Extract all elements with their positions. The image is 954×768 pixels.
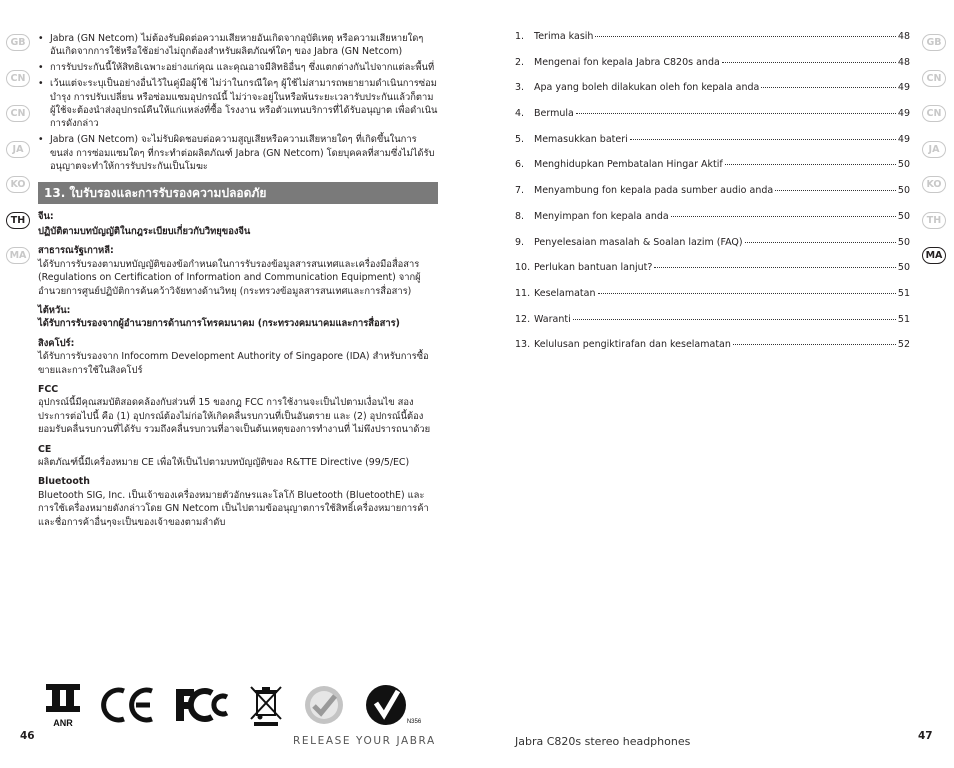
toc-title: Mengenai fon kepala Jabra C820s anda <box>534 56 720 68</box>
bluetooth-text: Bluetooth SIG, Inc. เป็นเจ้าของเครื่องหมายตัวอักษรและโลโก้ Bluetooth (BluetoothE) และ การใช้เครื่องหมายดังกล่าวโดย GN Netcom เป็นไปตามข้ออนุญาตการใช้สิทธิ์เครื่องหมายการค้าและชื่อการค้าอื่นๆจะเป็นของเจ้าของตามลำดับ <box>38 489 429 528</box>
language-tab-cn[interactable]: CN <box>6 105 30 122</box>
language-tab-ja[interactable]: JA <box>6 141 30 158</box>
toc-leader-dots <box>671 216 896 217</box>
toc-entry[interactable] <box>515 314 910 340</box>
bullet-item: • Jabra (GN Netcom) ไม่ต้องรับผิดต่อความเสียหายอันเกิดจากอุบัติเหตุ หรือความเสียหายใดๆ อันเกิดจากการใช้หรือใช้อย่างไม่ถูกต้องสำหรับผลิตภัณฑ์ใดๆ ของ Jabra (GN Netcom) <box>38 32 438 59</box>
toc-entry[interactable] <box>515 237 910 263</box>
toc-leader-dots <box>725 164 896 165</box>
china-heading: จีน: <box>38 210 54 222</box>
toc-entry[interactable] <box>515 339 910 365</box>
toc-entry[interactable] <box>515 108 910 134</box>
toc-title: Memasukkan bateri <box>534 133 628 145</box>
language-tab-ko[interactable]: KO <box>922 176 946 193</box>
toc-page: 50 <box>897 262 910 274</box>
singapore-heading: สิงคโปร์: <box>38 337 75 349</box>
language-tab-th[interactable]: TH <box>922 212 946 229</box>
bullet-item: • การรับประกันนี้ให้สิทธิเฉพาะอย่างแก่คุณ และคุณอาจมีสิทธิอื่นๆ ซึ่งแตกต่างกันไปจากแต่ละพื้นที่ <box>38 61 438 74</box>
toc-number: 1. <box>515 31 525 42</box>
footer-tagline: RELEASE YOUR JABRA <box>293 735 436 747</box>
c-tick-caption: N356 <box>406 719 422 725</box>
bullet-item: • เว้นแต่จะระบุเป็นอย่างอื่นไว้ในคู่มือผู้ใช้ ไม่ว่าในกรณีใดๆ ผู้ใช้ไม่สามารถพยายามดำเนินการซ่อมบำรุง การปรับเปลี่ยน หรือซ่อมแซมอุปกรณ์นี้ ไม่ว่าจะอยู่ในหรือพ้นระยะเวลารับประกันแล้วก็ตาม ผู้ใช้จะต้องนำส่งอุปกรณ์คืนให้แก่แหล่งที่ซื้อ โรงงาน หรือตัวแทนบริการที่ได้รับอนุญาต เพื่อดำเนินการดังกล่าว <box>38 77 438 131</box>
toc-number: 4. <box>515 108 525 120</box>
toc-page: 50 <box>897 159 910 171</box>
toc-page: 52 <box>897 339 910 351</box>
language-tab-ma[interactable]: MA <box>922 247 946 264</box>
toc-number: 10. <box>515 262 531 274</box>
toc-title: Terima kasih <box>534 31 594 42</box>
korea-heading: สาธารณรัฐเกาหลี: <box>38 245 114 257</box>
language-tab-ja[interactable]: JA <box>922 141 946 158</box>
toc-number: 2. <box>515 56 525 68</box>
toc-number: 11. <box>515 287 531 299</box>
toc-title: Bermula <box>534 108 574 120</box>
language-tab-cn[interactable]: CN <box>6 70 30 87</box>
toc-number: 5. <box>515 133 525 145</box>
toc-title: Menyambung fon kepala pada sumber audio anda <box>534 185 774 197</box>
language-tab-gb[interactable]: GB <box>6 34 30 51</box>
toc-title: Kelulusan pengiktirafan dan keselamatan <box>534 339 731 351</box>
ce-heading: CE <box>38 443 52 455</box>
ce-mark-icon <box>100 685 156 725</box>
toc-page: 50 <box>897 210 910 222</box>
fcc-logo-icon <box>174 685 230 725</box>
taiwan-text: ได้รับการรับรองจากผู้อำนวยการด้านการโทรคมนาคม (กระทรวงคมนาคมและการสื่อสาร) <box>38 318 400 330</box>
toc-entry[interactable] <box>515 82 910 108</box>
toc-leader-dots <box>654 267 896 268</box>
anr-caption: ANR <box>53 718 73 728</box>
toc-entry[interactable] <box>515 159 910 185</box>
fcc-text: อุปกรณ์นี้มีคุณสมบัติสอดคล้องกับส่วนที่ 15 ของกฎ FCC การใช้งานจะเป็นไปตามเงื่อนไข สองประการต่อไปนี้ คือ (1) อุปกรณ์ต้องไม่ก่อให้เกิดคลื่นรบกวนที่เป็นอันตราย และ (2) อุปกรณ์นี้ต้องยอมรับคลื่นรบกวนที่ได้รับ รวมถึงคลื่นรบกวนที่อาจเป็นต้นเหตุของการทำงานที่ ไม่พึงปรารถนาด้วย <box>38 397 431 436</box>
language-tab-cn[interactable]: CN <box>922 105 946 122</box>
toc-title: Waranti <box>534 313 571 325</box>
toc-leader-dots <box>722 62 896 63</box>
anr-logo-icon <box>44 682 82 728</box>
toc-leader-dots <box>761 87 896 88</box>
toc-page: 49 <box>897 108 910 120</box>
toc-title: Penyelesaian masalah & Soalan lazim (FAQ) <box>534 236 743 248</box>
toc-page: 50 <box>897 185 910 197</box>
right-page <box>477 0 954 768</box>
toc-entry[interactable] <box>515 185 910 211</box>
toc-page: 48 <box>897 56 910 68</box>
page-number-right: 47 <box>918 730 933 742</box>
toc-leader-dots <box>573 319 896 320</box>
weee-bin-icon <box>248 683 284 727</box>
language-tab-ma[interactable]: MA <box>6 247 30 264</box>
fcc-heading: FCC <box>38 384 59 396</box>
toc-leader-dots <box>775 190 896 191</box>
toc-leader-dots <box>733 344 896 345</box>
china-subheading: ปฏิบัติตามบทบัญญัติในกฎระเบียบเกี่ยวกับวิทยุของจีน <box>38 225 251 237</box>
toc-number: 3. <box>515 82 525 94</box>
toc-entry[interactable] <box>515 31 910 57</box>
language-tabs-left <box>6 34 30 283</box>
certification-logos <box>44 682 422 728</box>
taiwan-heading: ไต้หวัน: <box>38 305 71 316</box>
language-tab-ko[interactable]: KO <box>6 176 30 193</box>
toc-page: 49 <box>897 133 910 145</box>
toc-page: 51 <box>897 287 910 299</box>
language-tab-gb[interactable]: GB <box>922 34 946 51</box>
korea-text: ได้รับการรับรองตามบทบัญญัติของข้อกำหนดในการรับรองข้อมูลสารสนเทศและเครื่องมือสื่อสาร (Regulations on Certification of Information and Communication Equipment) จากผู้อำนวยการศูนย์ปฏิบัติการค้นคว้าวิจัยทางด้านวิทยุ (กระทรวงข้อมูลสารสนเทศและการสื่อสาร) <box>38 258 421 297</box>
toc-number: 13. <box>515 339 531 351</box>
page-number-left: 46 <box>20 730 35 742</box>
toc-page: 51 <box>897 313 910 325</box>
toc-title: Perlukan bantuan lanjut? <box>534 262 653 274</box>
language-tab-th[interactable]: TH <box>6 212 30 229</box>
toc-title: Menyimpan fon kepala anda <box>534 210 669 222</box>
bullet-item: • Jabra (GN Netcom) จะไม่รับผิดชอบต่อความสูญเสียหรือความเสียหายใดๆ ที่เกิดขึ้นในการขนส่ง การซ่อมแซมใดๆ ที่กระทำต่อผลิตภัณฑ์ Jabra (GN Netcom) โดยบุคคลที่สามซึ่งไม่ได้รับอนุญาตจะทำให้การรับประกันเป็นโมฆะ <box>38 133 438 173</box>
left-column <box>38 32 438 529</box>
bluetooth-heading: Bluetooth <box>38 476 90 488</box>
warranty-bullets <box>38 32 438 174</box>
language-tab-cn[interactable]: CN <box>922 70 946 87</box>
toc-leader-dots <box>595 36 895 37</box>
toc-number: 12. <box>515 313 531 325</box>
toc-number: 6. <box>515 159 525 171</box>
section-title: 13. ใบรับรองและการรับรองความปลอดภัย <box>38 182 438 204</box>
checkmark-seal-icon <box>302 683 346 727</box>
toc-title: Apa yang boleh dilakukan oleh fon kepala anda <box>534 82 760 94</box>
table-of-contents <box>515 31 910 365</box>
toc-number: 9. <box>515 236 525 248</box>
toc-page: 50 <box>897 236 910 248</box>
toc-leader-dots <box>630 139 896 140</box>
language-tabs-right <box>922 34 946 283</box>
toc-page: 49 <box>897 82 910 94</box>
toc-title: Menghidupkan Pembatalan Hingar Aktif <box>534 159 723 171</box>
toc-leader-dots <box>598 293 896 294</box>
toc-page: 48 <box>897 31 910 42</box>
ce-text: ผลิตภัณฑ์นี้มีเครื่องหมาย CE เพื่อให้เป็นไปตามบทบัญญัติของ R&TTE Directive (99/5/EC) <box>38 457 410 469</box>
toc-entry[interactable] <box>515 288 910 314</box>
toc-entry[interactable] <box>515 262 910 288</box>
c-tick-icon <box>364 683 422 727</box>
toc-number: 7. <box>515 185 525 197</box>
toc-leader-dots <box>576 113 896 114</box>
toc-entry[interactable] <box>515 211 910 237</box>
toc-leader-dots <box>745 242 896 243</box>
toc-title: Keselamatan <box>534 287 596 299</box>
singapore-text: ได้รับการรับรองจาก Infocomm Development Authority of Singapore (IDA) สำหรับการซื้อขายและการใช้ในสิงคโปร์ <box>38 351 429 376</box>
toc-number: 8. <box>515 210 525 222</box>
toc-entry[interactable] <box>515 134 910 160</box>
footer-product-name: Jabra C820s stereo headphones <box>515 735 691 748</box>
toc-entry[interactable] <box>515 57 910 83</box>
